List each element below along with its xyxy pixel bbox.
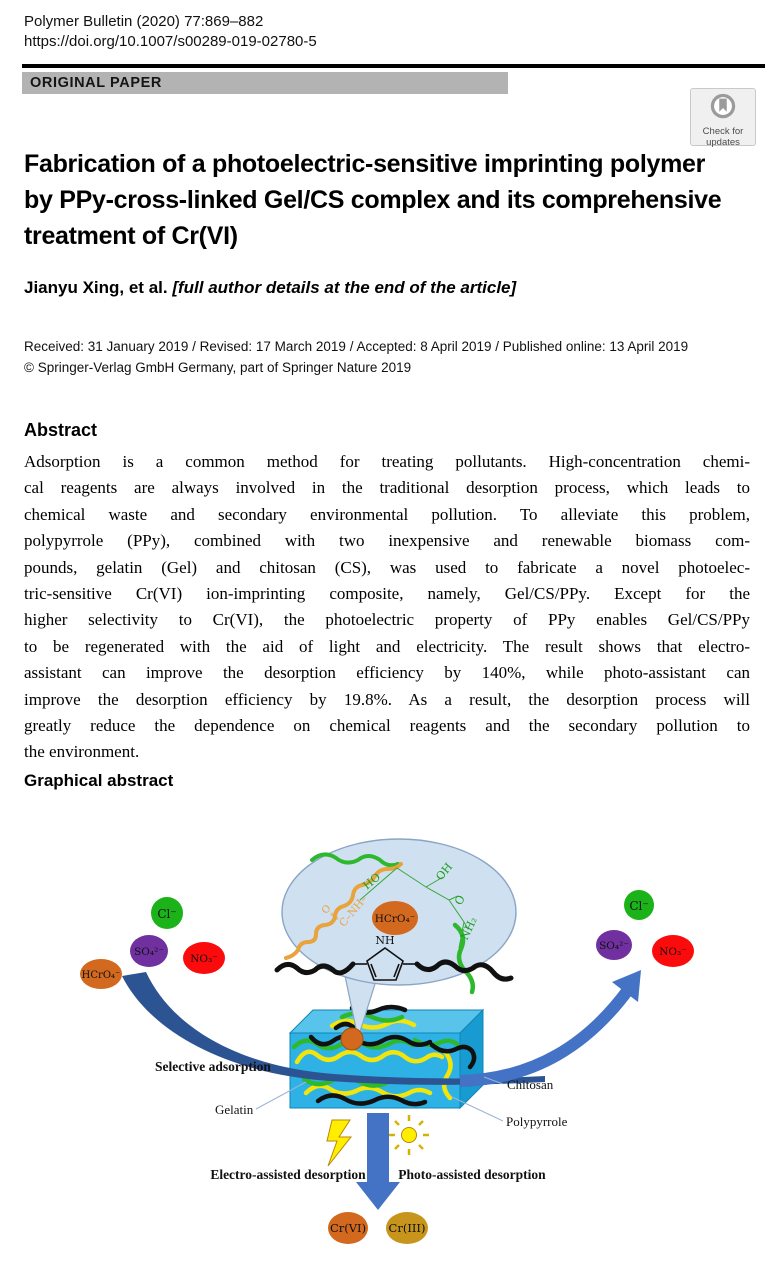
- abstract-line: higher selectivity to Cr(VI), the photoelectric property of PPy enables Gel/CS/PPy: [24, 610, 750, 630]
- ion-no3-left-label: NO₃⁻: [190, 953, 218, 965]
- adsorbed-ion-dot: [341, 1028, 363, 1050]
- abstract-line: the environment.: [24, 742, 140, 762]
- author-names: Jianyu Xing, et al.: [24, 278, 168, 297]
- publication-dates: [24, 336, 688, 378]
- paper-title: [24, 146, 750, 254]
- check-updates-icon: [708, 92, 738, 122]
- ion-hcro4-bubble-label: HCrO₄⁻: [374, 913, 416, 925]
- label-electro-desorption: Electro-assisted desorption: [210, 1167, 366, 1182]
- abstract-line: to be regenerated with the aid of light and electricity. The result shows that electro-: [24, 636, 750, 656]
- abstract-line: assistant can improve the desorption efficiency by 140%, while photo-assistant can: [24, 663, 750, 683]
- check-updates-label-2: updates: [706, 136, 740, 148]
- right-ion-cluster: [596, 890, 694, 967]
- ho-label: HO: [360, 870, 384, 893]
- section-bar: [22, 72, 508, 94]
- abstract-line: Adsorption is a common method for treating pollutants. High-concentration chemi-: [24, 452, 750, 471]
- journal-reference: Polymer Bulletin (2020) 77:869–882: [24, 13, 264, 30]
- abstract-line: chemical waste and secondary environmental pollution. To alleviate this problem,: [24, 504, 750, 524]
- ion-so4-left-label: SO₄²⁻: [134, 946, 164, 958]
- abstract-line: greatly reduce the dependence on chemical reagents and the secondary pollution to: [24, 716, 750, 736]
- dates-line: Received: 31 January 2019 / Revised: 17 March 2019 / Accepted: 8 April 2019 / Published online: 13 April 2019: [24, 339, 689, 354]
- check-updates-label-1: Check for: [702, 126, 744, 137]
- svg-text:O: O: [319, 903, 334, 917]
- label-polypyrrole: Polypyrrole: [506, 1114, 568, 1129]
- title-line-3: treatment of Cr(VI): [24, 222, 238, 250]
- desorption-arrow-down: [356, 1113, 400, 1210]
- ion-cr3-label: Cr(III): [388, 1221, 426, 1235]
- label-chitosan: Chitosan: [507, 1077, 554, 1092]
- svg-text:‖: ‖: [329, 911, 341, 922]
- graphical-abstract-figure: [0, 830, 774, 1280]
- nh-label: NH: [375, 934, 395, 947]
- label-photo-desorption: Photo-assisted desorption: [398, 1167, 546, 1182]
- journal-header: [24, 12, 317, 52]
- abstract-line: pounds, gelatin (Gel) and chitosan (CS), was used to fabricate a novel photoelec-: [24, 557, 750, 577]
- title-line-2: by PPy-cross-linked Gel/CS complex and its comprehensive: [24, 186, 722, 214]
- o-label: O: [452, 893, 468, 908]
- svg-text:C–NH–: C–NH–: [337, 893, 370, 930]
- section-label: ORIGINAL PAPER: [30, 75, 162, 91]
- left-ion-cluster: [80, 897, 225, 989]
- ion-hcro4-left-label: HCrO₄⁻: [81, 970, 121, 981]
- doi-link: https://doi.org/10.1007/s00289-019-02780-5: [24, 33, 317, 50]
- check-for-updates-button[interactable]: [690, 88, 756, 146]
- author-line: [24, 278, 516, 298]
- copyright-line: © Springer-Verlag GmbH Germany, part of Springer Nature 2019: [24, 360, 412, 375]
- product-ions: [328, 1212, 428, 1244]
- abstract-line: improve the desorption efficiency by 19.8%. As a result, the desorption process will: [24, 689, 750, 709]
- graphical-abstract-heading: Graphical abstract: [24, 771, 174, 790]
- label-gelatin: Gelatin: [215, 1102, 254, 1117]
- ion-cl-left-label: Cl⁻: [157, 907, 177, 921]
- ion-so4-right-label: SO₄²⁻: [599, 940, 629, 952]
- author-details-note: [full author details at the end of the article]: [172, 278, 517, 297]
- oh-label: OH: [433, 860, 456, 884]
- abstract-line: polypyrrole (PPy), combined with two inexpensive and renewable biomass com-: [24, 531, 750, 551]
- sun-icon: [389, 1115, 429, 1155]
- abstract-line: cal reagents are always involved in the traditional desorption process, which leads to: [24, 478, 750, 498]
- ion-no3-right-label: NO₃⁻: [659, 946, 687, 958]
- ion-cr6-label: Cr(VI): [329, 1221, 367, 1235]
- title-line-1: Fabrication of a photoelectric-sensitive imprinting polymer: [24, 150, 706, 178]
- label-selective-adsorption: Selective adsorption: [155, 1059, 271, 1074]
- horizontal-rule: [22, 64, 765, 68]
- abstract-line: tric-sensitive Cr(VI) ion-imprinting composite, namely, Gel/CS/PPy. Except for the: [24, 584, 750, 604]
- ion-cl-right-label: Cl⁻: [629, 899, 649, 913]
- abstract-heading: Abstract: [24, 420, 98, 440]
- nh2-label: NH₂: [457, 915, 480, 942]
- desorption-arrow-right: [460, 970, 641, 1081]
- abstract-text: [24, 449, 750, 766]
- lightning-icon: [327, 1120, 351, 1166]
